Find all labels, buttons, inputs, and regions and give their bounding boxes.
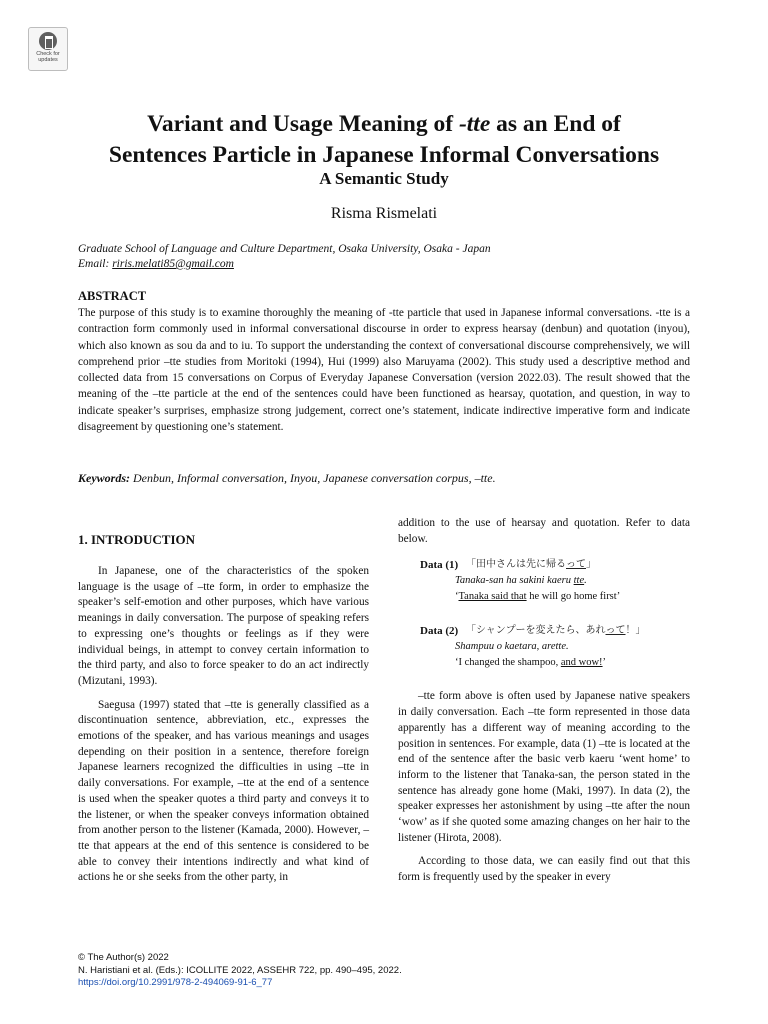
- abstract-heading: ABSTRACT: [78, 289, 147, 303]
- email-line: Email: riris.melati85@gmail.com: [78, 258, 234, 270]
- citation: N. Haristiani et al. (Eds.): ICOLLITE 2022, ASSEHR 722, pp. 490–495, 2022.: [78, 964, 402, 976]
- doi-link[interactable]: https://doi.org/10.2991/978-2-494069-91-6_77: [78, 977, 273, 988]
- email-link[interactable]: riris.melati85@gmail.com: [112, 258, 234, 270]
- paper-title: Variant and Usage Meaning of -tte as an End of Sentences Particle in Japanese Informal Conversations: [108, 111, 660, 168]
- paragraph: addition to the use of hearsay and quotation. Refer to data below.: [398, 517, 690, 545]
- paragraph: In Japanese, one of the characteristics of the spoken language is the usage of –tte form, in order to emphasize the speaker’s self-emotion and other purposes, which have various meanings in daily conversation. The purpose of speaking refers to expressing one’s thoughts or feelings as if they were individual beings, in attempt to convey certain information to the third party, and also to force speaker to do an act indirectly (Mizutani, 1993).: [78, 565, 369, 687]
- author-name: Risma Rismelati: [330, 205, 438, 222]
- footer: [78, 952, 402, 990]
- example-japanese: 「田中さんは先に帰るって」: [466, 559, 596, 571]
- left-column: [78, 532, 369, 894]
- paragraph: Saegusa (1997) stated that –tte is generally classified as a discontinuation sentence, abbreviation, etc., expresses the emotions of the speaker, and has various meanings and usages depending on their position in a sentence, therefore foreign Japanese learners recognized the difficulties in using –tte in daily conversations. For example, –tte at the end of a sentence is used when the speaker quotes a third party and conveys it to the listener, or when the speaker conveys information obtained from another person to the listener (Kamada, 2000). However, –tte that appears at the end of this sentence is considered to be able to convey their intentions indirectly and what kind of actions he or she seeks from the other party, in: [78, 698, 369, 884]
- affiliation: [78, 242, 718, 272]
- example-romaji: Shampuu o kaetara, arette.: [455, 641, 569, 653]
- paper-subtitle: A Semantic Study: [319, 169, 449, 188]
- check-for-updates-badge[interactable]: [28, 27, 68, 71]
- keywords: [78, 471, 690, 486]
- example-label: Data (2): [420, 625, 459, 638]
- section-heading-introduction: 1. INTRODUCTION: [78, 532, 196, 547]
- bookmark-icon: [39, 32, 57, 50]
- example-label: Data (1): [420, 559, 459, 572]
- abstract-text: The purpose of this study is to examine thoroughly the meaning of -tte particle that used in Japanese informal conversations. -tte is a contraction form commonly used in informal conversational discourse in order to express hearsay (denbun) and quotation (inyou), which also known as sou da and to iu. To support the understanding the context of conversational discourse comprehensively, we will comprehend prior –tte studies from Moritoki (1994), Hui (1999) also Maruyama (2002). This study used a descriptive method and collected data from 15 conversations on Corpus of Everyday Japanese Conversation (version 2022.03). The result showed that the meaning of the –tte particle at the end of the sentences could have been functioned as hearsay, quotation, and question, in way to indicate speaker’s surprises, emphasize strong judgement, correct one’s statement, indicate indirective imperative form and indicate disagreement by questioning one’s statement.: [78, 307, 690, 434]
- example-japanese: 「シャンプーを変えたら、あれって！」: [466, 625, 646, 637]
- example-translation: ‘Tanaka said that he will go home first’: [455, 591, 621, 603]
- example-data-1: [398, 557, 690, 605]
- example-romaji: Tanaka-san ha sakini kaeru tte.: [455, 575, 587, 587]
- keywords-text: Denbun, Informal conversation, Inyou, Japanese conversation corpus, –tte.: [130, 471, 496, 485]
- right-column: [398, 516, 690, 894]
- example-data-2: [398, 623, 690, 671]
- keywords-label: Keywords:: [78, 471, 130, 485]
- department: Graduate School of Language and Culture Department, Osaka University, Osaka - Japan: [78, 243, 491, 255]
- copyright: © The Author(s) 2022: [78, 952, 169, 963]
- paragraph: –tte form above is often used by Japanese native speakers in daily conversation. Each –tte form represented in those data apparently has a different way of meaning according to the position in sentences. For example, data (1) –tte is located at the end of the sentence after the basic verb kaeru ‘went home’ to inform to the listener that Tanaka-san, the person stated in the sentence has already gone home (Maki, 1997). In data (2), the speaker expresses her astonishment by using –tte after the noun ‘wow’ as if she quoted some amazing changes on her hair to the listener (Hirota, 2008).: [398, 690, 690, 844]
- paragraph: According to those data, we can easily find out that this form is frequently used by the speaker in every: [398, 855, 690, 884]
- example-translation: ‘I changed the shampoo, and wow!’: [455, 657, 607, 669]
- badge-label: Check for updates: [36, 51, 60, 63]
